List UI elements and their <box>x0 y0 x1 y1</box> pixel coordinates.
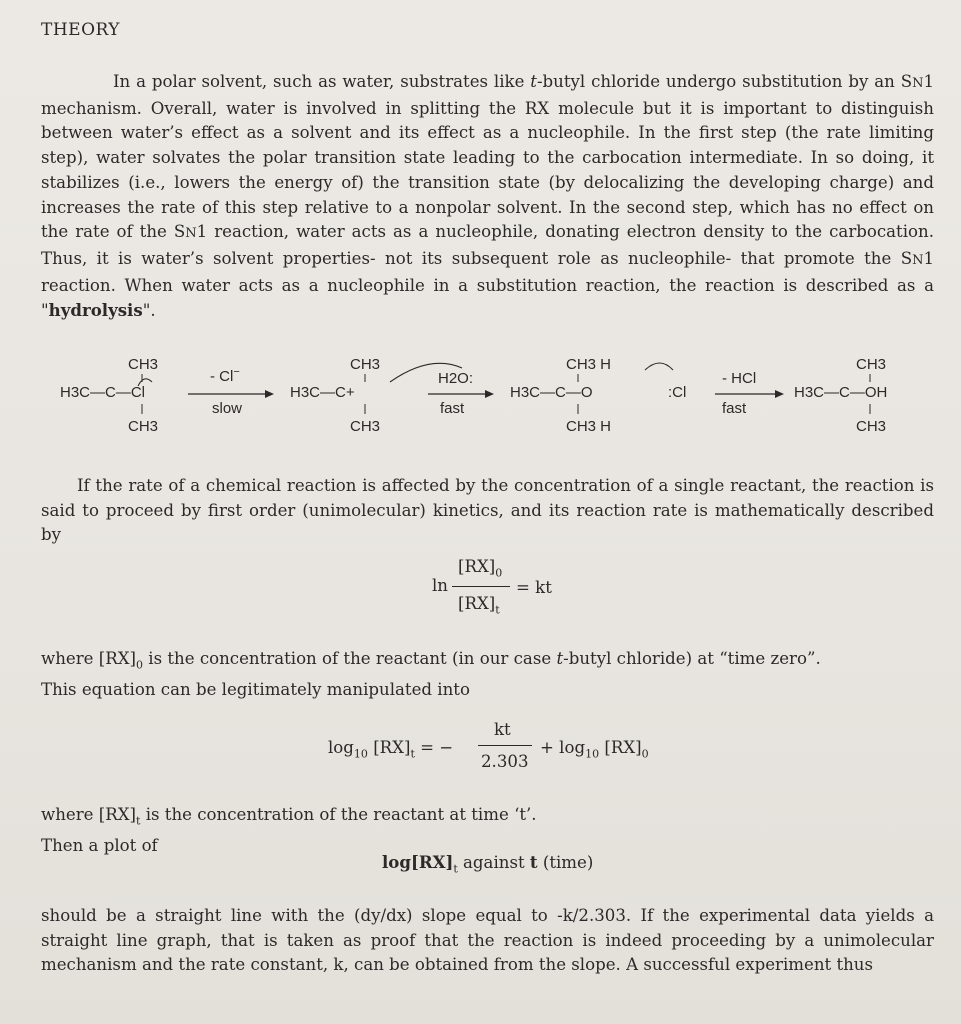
arrowhead-2 <box>485 390 494 398</box>
sn1-reaction-scheme <box>60 352 930 462</box>
curved-arrow-3 <box>645 363 673 370</box>
arrow2-reagent: H2O: <box>438 370 474 387</box>
theory-paragraph-2: If the rate of a chemical reaction is affected by the concentration of a single reactant, the reaction is said to proceed by first order (unimolecular) kinetics, and its reaction rate is mathematically described by <box>41 476 934 545</box>
hydrolysis-term: hydrolysis <box>48 300 143 321</box>
eq2-numerator: kt <box>494 720 511 739</box>
m2-mid: H3C—C+ <box>290 384 355 401</box>
m1-bottom: CH3 <box>128 418 159 435</box>
chloride-ion: :Cl <box>668 384 687 401</box>
theory-paragraph-4: where $[RX]_t$ is the concentration of the reactant at time ‘t’. Then a plot of <box>41 805 537 856</box>
theory-paragraph-3: where $[RX]_0$ is the concentration of the reactant (in our case t-butyl chloride) at “time zero”. This equation can be legitimately manipulated into <box>41 649 821 700</box>
eq1-numerator: $[RX]_0$ <box>458 557 503 580</box>
eq1-fraction-bar <box>452 586 510 587</box>
eq2-denominator: 2.303 <box>481 752 529 771</box>
m1-mid: H3C—C—Cl <box>60 384 146 401</box>
m4-mid: H3C—C—OH <box>794 384 888 401</box>
eq2-rhs: + $\log_{10} [RX]_0$ <box>540 738 649 761</box>
plot-description: $\log[RX]_t$ against t (time) <box>382 852 594 876</box>
m2-bottom: CH3 <box>350 418 381 435</box>
arrow2-condition: fast <box>440 400 465 417</box>
m3-mid: H3C—C—O <box>510 384 593 401</box>
arrowhead-1 <box>265 390 274 398</box>
m4-bottom: CH3 <box>856 418 887 435</box>
m2-top: CH3 <box>350 356 381 373</box>
eq2-lhs: $\log_{10} [RX]_t$ = − <box>328 738 454 761</box>
arrow3-condition: fast <box>722 400 747 417</box>
arrow3-reagent: - HCl <box>722 370 757 387</box>
arrow1-reagent: - Cl− <box>210 366 240 385</box>
m1-top: CH3 <box>128 356 159 373</box>
theory-paragraph-1: In a polar solvent, such as water, substrates like t-butyl chloride undergo substitution by an SN1 mechanism. Overall, water is involved in splitting the RX molecule but it is important to distinguish between water’s effect as a solvent and its effect as a nucleophile. In the first step (the rate limiting step), water solvates the polar transition state leading to the carbocation intermediate. In so doing, it stabilizes (i.e., lowers the energy of) the transition state (by delocalizing the developing charge) and increases the rate of this step relative to a nonpolar solvent. In the second step, which has no effect on the rate of the SN1 reaction, water acts as a nucleophile, donating electron density to the carbocation. Thus, it is water’s solvent properties- not its subsequent role as nucleophile- that promote the SN1 reaction. When water acts as a nucleophile in a substitution reaction, the reaction is described as a "hydrolysis". <box>41 72 934 321</box>
arrowhead-3 <box>775 390 784 398</box>
theory-paragraph-5: should be a straight line with the (dy/dx) slope equal to -k/2.303. If the experimental data yields a straight line graph, that is taken as proof that the reaction is indeed proceeding by a unimolecular mechanism and the rate constant, k, can be obtained from the slope. A successful experiment thus <box>41 906 934 975</box>
arrow1-condition: slow <box>212 400 243 417</box>
m4-top: CH3 <box>856 356 887 373</box>
m3-top: CH3 H <box>566 356 612 373</box>
eq2-fraction-bar <box>478 745 532 746</box>
eq1-denominator: $[RX]_t$ <box>458 594 500 617</box>
eq1-rhs: = kt <box>516 578 552 597</box>
eq1-ln: ln <box>432 576 448 595</box>
m3-bottom: CH3 H <box>566 418 612 435</box>
section-heading: THEORY <box>41 20 121 40</box>
scheme-arrows <box>60 352 930 462</box>
